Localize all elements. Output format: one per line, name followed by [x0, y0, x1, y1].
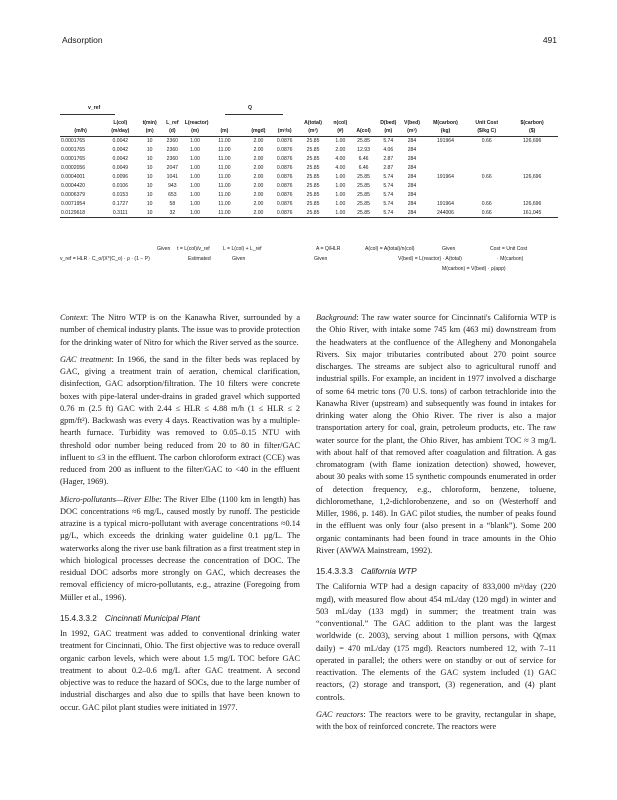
table-cell	[467, 181, 506, 190]
table-cell: 10	[146, 138, 153, 145]
table-formulas	[60, 246, 560, 286]
table-body	[60, 137, 558, 218]
table-cell: 25.85	[306, 156, 320, 163]
column-unit: (kg)	[424, 126, 467, 137]
table-cell: 2.00	[253, 147, 264, 154]
table-cell: 10	[146, 191, 153, 198]
table-cell: 1.00	[330, 208, 351, 217]
table-cell: 25.85	[306, 174, 320, 180]
paragraph-background	[316, 312, 556, 557]
paragraph-cincinnati	[60, 628, 300, 714]
table-cell: 2.00	[253, 156, 264, 163]
column-unit: (mgd)	[243, 126, 273, 137]
table-row	[60, 181, 558, 190]
section-number: 15.4.3.3.2	[60, 612, 97, 623]
column-unit: ($/kg C)	[467, 126, 506, 137]
table-cell: 0.0876	[276, 138, 293, 145]
table-cell: 0.66	[481, 138, 492, 145]
table-cell: 25.85	[357, 200, 370, 207]
formula-given-unitcost: Given	[442, 246, 456, 252]
table-cell: 10	[146, 147, 153, 154]
formula-cost: Cost = Unit Cost	[490, 246, 528, 252]
table-cell: 5.74	[383, 200, 394, 207]
table-cell: 0.66	[481, 200, 492, 207]
table-cell: 2.87	[383, 156, 394, 163]
table-cell: 25.85	[357, 191, 370, 198]
paragraph-text: : The reactors were to be gravity, rectangular in shape, with the box of reinforced concrete. The reactors were	[316, 709, 557, 731]
table-cell: 0.3111	[101, 208, 139, 217]
table-cell: 10	[139, 208, 160, 217]
table-cell: 58	[169, 200, 176, 207]
column-header: $(carbon)	[520, 120, 544, 126]
paragraph-context	[60, 312, 300, 349]
table-cell: 25.85	[357, 174, 370, 180]
table-cell: 0.0129618	[60, 208, 101, 217]
table-cell: 0.66	[467, 208, 506, 217]
table-cell: 0.66	[481, 174, 492, 180]
table-cell: 25.85	[306, 165, 320, 172]
table-cell: 191964	[436, 200, 454, 207]
section-title: California WTP	[360, 566, 417, 576]
paragraph-text: : The River Elbe (1100 km in length) has DOC concentrations ≈6 mg/L, caused mostly by runoff. The pesticide atrazine is a typical micro-pollutant with average concentrations ≈0.14 µg/L, which exceeds the drinking water guideline 0.1 µg/L. The waterworks along the river use bank filtration as a first treatment step in which biological processes decrease the concentration of DOC. The residual DOC adsorbs more strongly on GAC, which decreases the removal efficiency of micro-pollutants, e.g., atrazine (Foregoing from Müller et al., 1996).	[60, 494, 301, 602]
table-row	[60, 208, 558, 217]
table-cell	[424, 155, 467, 164]
table-cell: 1.00	[190, 147, 200, 154]
table-cell: 1.00	[335, 138, 346, 145]
formula-acol: A(col) = A(total)/n(col)	[365, 246, 415, 252]
table-cell: 1.00	[190, 165, 200, 172]
table-cell: 0.0042	[112, 138, 129, 145]
table-cell: 126,696	[522, 200, 542, 207]
lead-background: Background	[316, 313, 357, 322]
table-cell: 1.00	[190, 174, 200, 180]
formula-lreactor: L = L(col) + L_ref	[223, 246, 262, 252]
section-number: 15.4.3.3.3	[316, 566, 353, 576]
table-cell: 0.0071954	[61, 200, 86, 207]
column-header	[60, 117, 101, 126]
paragraph-california	[316, 581, 556, 704]
column-unit: (m³)	[400, 126, 424, 137]
table-cell: 11.00	[218, 165, 231, 172]
table-cell: 32	[160, 208, 185, 217]
table-cell: 284	[407, 191, 417, 198]
formula-mcarbon: M(carbon) = V(bed) · ρ(app)	[442, 266, 506, 272]
table-cell: 25.85	[306, 138, 320, 145]
table-cell: 0.0001765	[61, 147, 86, 154]
table-cell	[467, 155, 506, 164]
table-cell: 10	[146, 182, 153, 189]
column-header: D(bed)	[380, 120, 397, 126]
table-cell	[506, 190, 558, 199]
table-cell: 1.00	[190, 156, 200, 163]
table-cell: 943	[168, 182, 177, 189]
table-cell: 11.00	[218, 147, 231, 154]
table-cell: 12.93	[357, 147, 370, 154]
table-cell: 1.00	[335, 200, 346, 207]
table-cell: 4.00	[335, 156, 346, 163]
table-cell: 25.85	[351, 208, 377, 217]
table-cell: 0.0004420	[61, 182, 86, 189]
table-cell	[467, 190, 506, 199]
left-text-column	[60, 312, 300, 719]
formula-vref: v_ref = HLR · C_o/(X*(C_o) · ρ · (1 − P)	[60, 256, 150, 262]
table-row	[60, 173, 558, 182]
table-cell	[506, 181, 558, 190]
table-cell: 244006	[424, 208, 467, 217]
table-cell: 284	[407, 138, 417, 145]
paragraph-text: : The raw water source for Cincinnati's California WTP is the Ohio River, with intake some 745 km (463 mi) downstream from the headwaters at the confluence of the Allegheny and Monongahela Rivers. Six major tributaries contributed about 270 point source discharges. The streams are subject also to agricultural runoff and industrial spills. For example, an incident in 1977 involved a discharge of some 64 metric tons (70 U.S. tons) of carbon tetrachloride into the Kanawha River (upstream) and subsequently was found in intakes for drinking water along the Ohio River. The river is also a major transportation artery for coal, grain, petroleum products, etc. The raw water source for the plant, the Ohio River, has ambient TOC ≈ 3 mg/L with about half of that removed after coagulation and filtration. A gas chromatogram (with flame ionization detection) showed, however, about 30 peaks with some 15 synthetic compounds enumerated in order of detection frequency, e.g., chloroform, benzene, toluene, dichloromethane, 1,2-dichlorobenzene, and so on (Westerhoff and Miller, 1986, p. 148). In GAC pilot studies, the number of peaks found in the effluent was only four (also present in a “blank”). Some 200 organic contaminants had been found in trace amounts in the Ohio River (AWWA Mainstream, 1992).	[316, 313, 556, 555]
table-cell: 2.00	[253, 182, 264, 189]
table-cell: 0.0001765	[61, 138, 86, 145]
formula-mcarbon2: · M(carbon)	[497, 256, 524, 262]
table-cell: 0.0876	[276, 174, 293, 180]
table-cell: 1.00	[335, 191, 346, 198]
section-heading-california	[316, 565, 556, 577]
table-cell: 5.74	[376, 208, 400, 217]
table-cell: 5.74	[383, 191, 394, 198]
table-cell: 0.0049	[112, 165, 129, 172]
table-cell: 0.0876	[276, 165, 293, 172]
lead-gac-treatment: GAC treatment	[60, 354, 112, 364]
column-header	[243, 117, 273, 126]
table-cell: 10	[146, 165, 153, 172]
table-cell: 2360	[166, 156, 179, 163]
table-cell: 10	[146, 174, 153, 180]
table-cell: 0.0006379	[61, 191, 86, 198]
right-text-column	[316, 312, 556, 738]
column-header	[273, 117, 296, 126]
column-header: n(col)	[333, 120, 348, 126]
section-title: Cincinnati Municipal Plant	[104, 612, 200, 623]
group-line-vref	[60, 114, 115, 115]
table-cell: 2.00	[253, 174, 264, 180]
table-cell: 1.00	[190, 200, 200, 207]
table-cell: 0.0876	[273, 208, 296, 217]
table-cell: 4.00	[335, 165, 346, 172]
table-cell: 11.00	[218, 156, 231, 163]
table-cell: 0.0096	[112, 174, 129, 180]
table-cell: 284	[400, 208, 424, 217]
table-cell	[506, 155, 558, 164]
table-row	[60, 137, 558, 146]
table-cell: 10	[146, 200, 153, 207]
paragraph-gac-treatment	[60, 354, 300, 489]
formula-given-ncol: Given	[314, 256, 328, 262]
paragraph-gac-reactors	[316, 709, 556, 734]
table-cell	[506, 164, 558, 173]
carbon-design-table-wrap	[60, 117, 558, 218]
table-cell: 1.00	[190, 191, 200, 198]
formula-given: Given	[157, 246, 171, 252]
table-cell	[424, 164, 467, 173]
table-cell	[506, 146, 558, 155]
table-cell: 25.85	[357, 138, 370, 145]
table-cell: 0.0876	[276, 191, 293, 198]
column-unit: (m/h)	[60, 126, 101, 137]
formula-vbed: V(bed) = L(reactor) · A(total)	[398, 256, 462, 262]
column-header: A(total)	[304, 120, 322, 126]
table-cell: 25.85	[306, 200, 320, 207]
table-cell: 284	[407, 165, 417, 172]
table-cell: 2.00	[243, 208, 273, 217]
column-unit: (m³/s)	[273, 126, 296, 137]
column-unit: (d)	[160, 126, 185, 137]
table-cell: 0.0153	[112, 191, 129, 198]
table-cell: 653	[168, 191, 177, 198]
column-header: t(min)	[142, 120, 157, 126]
column-header: L(col)	[113, 120, 128, 126]
table-cell: 5.74	[383, 174, 394, 180]
lead-gac-reactors: GAC reactors	[316, 709, 364, 719]
table-row	[60, 155, 558, 164]
table-cell: 11.00	[205, 208, 243, 217]
column-header: V(bed)	[404, 120, 420, 126]
table-row	[60, 146, 558, 155]
table-cell: 6.46	[358, 156, 369, 163]
table-cell: 11.00	[218, 200, 231, 207]
table-cell: 0.1727	[112, 200, 129, 207]
table-cell: 2.00	[253, 191, 264, 198]
table-cell: 25.85	[357, 182, 370, 189]
column-header: L(reactor)	[184, 120, 209, 126]
table-cell: 0.0876	[276, 200, 293, 207]
table-cell	[424, 190, 467, 199]
table-cell: 25.85	[306, 147, 320, 154]
table-header-row	[60, 117, 558, 126]
column-header: M(carbon)	[433, 120, 458, 126]
column-unit: (m)	[205, 126, 243, 137]
paragraph-micro-pollutants	[60, 494, 300, 604]
section-heading-cincinnati	[60, 612, 300, 624]
lead-context: Context	[60, 313, 86, 322]
table-cell: 2.00	[335, 147, 346, 154]
group-line-q	[225, 114, 283, 115]
table-cell: 2.00	[253, 165, 264, 172]
table-cell: 284	[407, 156, 417, 163]
table-cell: 11.00	[218, 138, 231, 145]
table-cell: 11.00	[218, 182, 231, 189]
table-cell: 2360	[166, 138, 179, 145]
table-cell: 126,696	[522, 174, 542, 180]
table-cell: 10	[146, 156, 153, 163]
table-cell: 0.0876	[276, 182, 293, 189]
column-unit: (m/day)	[101, 126, 139, 137]
table-cell: 0.0002056	[61, 165, 86, 172]
lead-micro-pollutants: Micro-pollutants—River Elbe	[60, 494, 160, 504]
column-header: L_ref	[166, 120, 179, 126]
paragraph-text: The California WTP had a design capacity of 833,000 m³/day (220 mgd), with measured flow about 454 mL/day (120 mgd) in winter and 503 mL/day (133 mgd) in summer; the treatment train was “conventional.” The GAC addition to the plant was the largest worldwide (c. 2003), serving about 1 million persons, with Q(max daily) = 470 mL/day (175 mgd). Reactors numbered 12, with 7–11 operated in parallel; the others were on standby or out of service for reactivation. The elements of the GAC system included (1) GAC reactors, (2) storage and transport, (3) regeneration, and (4) plant controls.	[316, 582, 556, 702]
table-cell: 0.0001765	[61, 156, 86, 163]
table-unit-row	[60, 126, 558, 137]
table-cell: 0.0876	[276, 156, 293, 163]
table-cell: 191964	[436, 174, 454, 180]
table-cell: 25.85	[296, 208, 330, 217]
table-cell: 1041	[166, 174, 179, 180]
table-cell: 1.00	[190, 138, 200, 145]
table-cell: 11.00	[218, 191, 231, 198]
group-header-q: Q	[248, 105, 252, 111]
table-cell: 284	[407, 200, 417, 207]
table-cell: 284	[407, 147, 417, 154]
table-cell: 284	[407, 182, 417, 189]
formula-t: t = L(col)/v_ref	[177, 246, 210, 252]
column-header	[205, 117, 243, 126]
formula-given-q: Given	[232, 256, 246, 262]
table-cell	[467, 146, 506, 155]
table-cell: 0.0042	[112, 156, 129, 163]
table-cell: 5.74	[383, 182, 394, 189]
table-cell	[467, 164, 506, 173]
table-cell: 2.87	[383, 165, 394, 172]
table-cell: 0.0042	[112, 147, 129, 154]
column-unit: (#)	[330, 126, 351, 137]
table-row	[60, 164, 558, 173]
table-cell: 126,696	[522, 138, 542, 145]
table-cell: 284	[407, 174, 417, 180]
table-cell: 0.0004001	[61, 174, 86, 180]
table-cell: 6.46	[358, 165, 369, 172]
table-cell: 0.0876	[276, 147, 293, 154]
table-cell: 2360	[166, 147, 179, 154]
column-unit: ($)	[506, 126, 558, 137]
running-header-section: Adsorption	[62, 35, 103, 45]
column-unit: (m)	[185, 126, 206, 137]
column-header: Unit Cost	[475, 120, 499, 126]
table-cell: 1.00	[335, 174, 346, 180]
group-header-vref: v_ref	[88, 105, 101, 111]
column-unit: A(col)	[351, 126, 377, 137]
table-cell: 191964	[436, 138, 454, 145]
table-cell: 2.00	[253, 200, 264, 207]
column-header	[351, 117, 377, 126]
table-cell	[424, 146, 467, 155]
table-cell	[424, 181, 467, 190]
table-cell: 1.00	[185, 208, 206, 217]
table-cell: 25.85	[306, 191, 320, 198]
table-cell: 1.00	[335, 182, 346, 189]
page-number: 491	[542, 35, 557, 45]
table-row	[60, 199, 558, 208]
column-unit: (m)	[139, 126, 160, 137]
paragraph-text: : The Nitro WTP is on the Kanawha River, surrounded by a number of chemical industry plants. The issue was to provide protection for the drinking water of Nitro for which the River served as the source.	[60, 313, 300, 347]
table-cell: 1.00	[190, 182, 200, 189]
table-cell: 2.00	[253, 138, 264, 145]
table-cell: 5.74	[383, 138, 394, 145]
table-cell: 2047	[166, 165, 179, 172]
formula-atotal: A = Q/HLR	[316, 246, 341, 252]
table-row	[60, 190, 558, 199]
formula-estimated: Estimated	[188, 256, 211, 262]
table-cell: 4.06	[383, 147, 394, 154]
table-cell: 161,045	[506, 208, 558, 217]
table-cell: 25.85	[306, 182, 320, 189]
table-cell: 0.0106	[112, 182, 129, 189]
carbon-design-table	[60, 117, 558, 218]
paragraph-text: : In 1966, the sand in the filter beds was replaced by GAC, giving a treatment train of aeration, chemical clarification, disinfection, GAC adsorption/filtration. The 10 filters were concrete boxes with pipe-lateral under-drains in graded gravel which supported 0.76 m (2.5 ft) GAC with 2.44 ≤ HLR ≤ 4.88 m/h (1 ≤ HLR ≤ 2 gpm/ft²). Backwash was every 4 days. Reactivation was by a multiple-hearth furnace. Turbidity was removed to 0.05–0.15 NTU with threshold odor number being reduced from 20 to 80 in filter/GAC influent to ≤3 in the effluent. The carbon chloroform extract (CCE) was reduced from 200 as influent to the filter/GAC to <40 in the effluent (Hager, 1969).	[60, 354, 300, 487]
paragraph-text: In 1992, GAC treatment was added to conventional drinking water treatment for Cincinnati, Ohio. The first objective was to reduce overall organic carbon levels, which were about 1.5 mg/L TOC before GAC treatment to about 0.2–0.6 mg/L after GAC treatment. A second objective was to reduce the hazard of SOCs, due to the large number of industrial discharges and also due to spills that have been known to occur. GAC pilot plant studies were initiated in 1977.	[60, 629, 300, 712]
column-unit: (m²)	[296, 126, 330, 137]
column-unit: (m)	[376, 126, 400, 137]
table-cell: 11.00	[218, 174, 231, 180]
